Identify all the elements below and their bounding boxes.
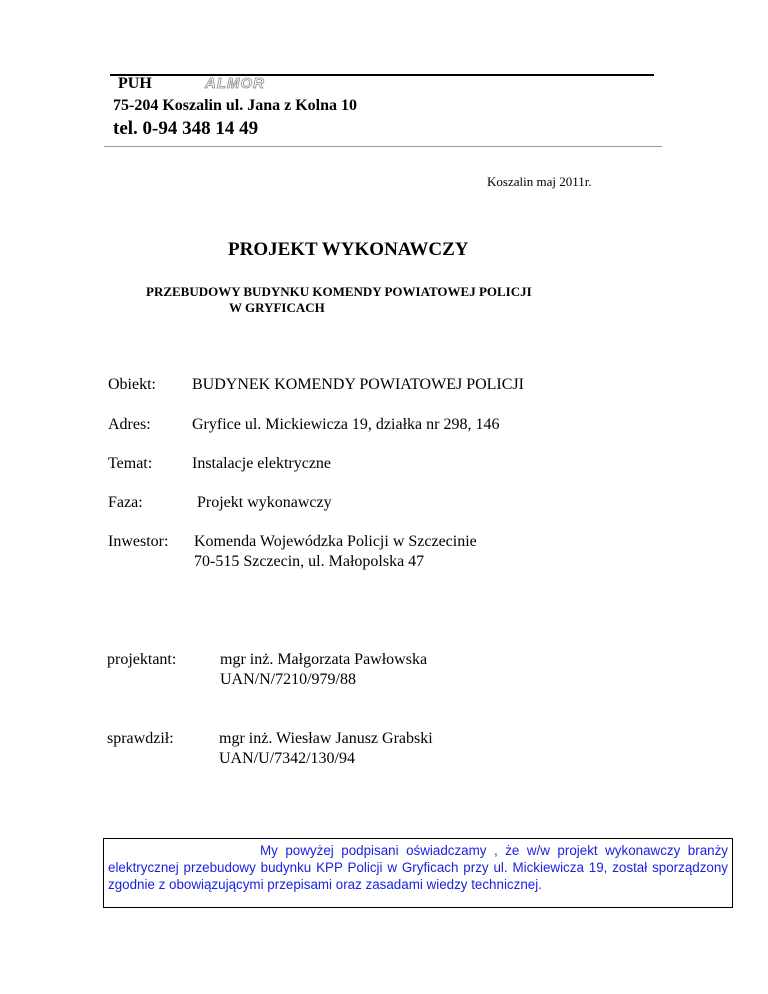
obiekt-label: Obiekt: bbox=[108, 376, 156, 393]
sprawdzil-name: mgr inż. Wiesław Janusz Grabski bbox=[219, 730, 433, 747]
projektant-name: mgr inż. Małgorzata Pawłowska bbox=[220, 651, 428, 668]
header-bottom-rule bbox=[104, 146, 662, 147]
declaration-box bbox=[103, 838, 733, 908]
document-title: PROJEKT WYKONAWCZY bbox=[228, 239, 469, 260]
temat-label: Temat: bbox=[108, 455, 153, 472]
company-phone: tel. 0-94 348 14 49 bbox=[113, 118, 259, 139]
inwestor-line-1: Komenda Wojewódzka Policji w Szczecinie bbox=[194, 533, 477, 550]
subtitle-line-1: PRZEBUDOWY BUDYNKU KOMENDY POWIATOWEJ POLICJI bbox=[146, 284, 532, 299]
company-address: 75-204 Koszalin ul. Jana z Kolna 10 bbox=[113, 97, 358, 114]
header-top-rule bbox=[110, 74, 654, 76]
sprawdzil-label: sprawdził: bbox=[107, 730, 174, 747]
inwestor-line-2: 70-515 Szczecin, ul. Małopolska 47 bbox=[194, 553, 425, 570]
place-date: Koszalin maj 2011r. bbox=[487, 174, 592, 189]
sprawdzil-license: UAN/U/7342/130/94 bbox=[219, 750, 355, 767]
subtitle-line-2: W GRYFICACH bbox=[229, 300, 325, 315]
obiekt-value: BUDYNEK KOMENDY POWIATOWEJ POLICJI bbox=[192, 376, 524, 393]
adres-label: Adres: bbox=[108, 416, 151, 433]
projektant-license: UAN/N/7210/979/88 bbox=[220, 671, 356, 688]
faza-value: Projekt wykonawczy bbox=[197, 494, 332, 511]
faza-label: Faza: bbox=[108, 494, 143, 511]
temat-value: Instalacje elektryczne bbox=[192, 455, 332, 472]
adres-value: Gryfice ul. Mickiewicza 19, działka nr 298, 146 bbox=[192, 416, 500, 433]
company-logo: ALMOR bbox=[205, 75, 265, 92]
inwestor-label: Inwestor: bbox=[108, 533, 169, 550]
projektant-label: projektant: bbox=[107, 651, 177, 668]
declaration-text: My powyżej podpisani oświadczamy , że w/w projekt wykonawczy branży elektrycznej przebudowy budynku KPP Policji w Gryficach przy ul. Mickiewicza 19, został sporządzony zgodnie z obowiązującymi przepisami oraz zasadami wiedzy technicznej. bbox=[108, 843, 728, 892]
company-type: PUH bbox=[118, 75, 152, 92]
